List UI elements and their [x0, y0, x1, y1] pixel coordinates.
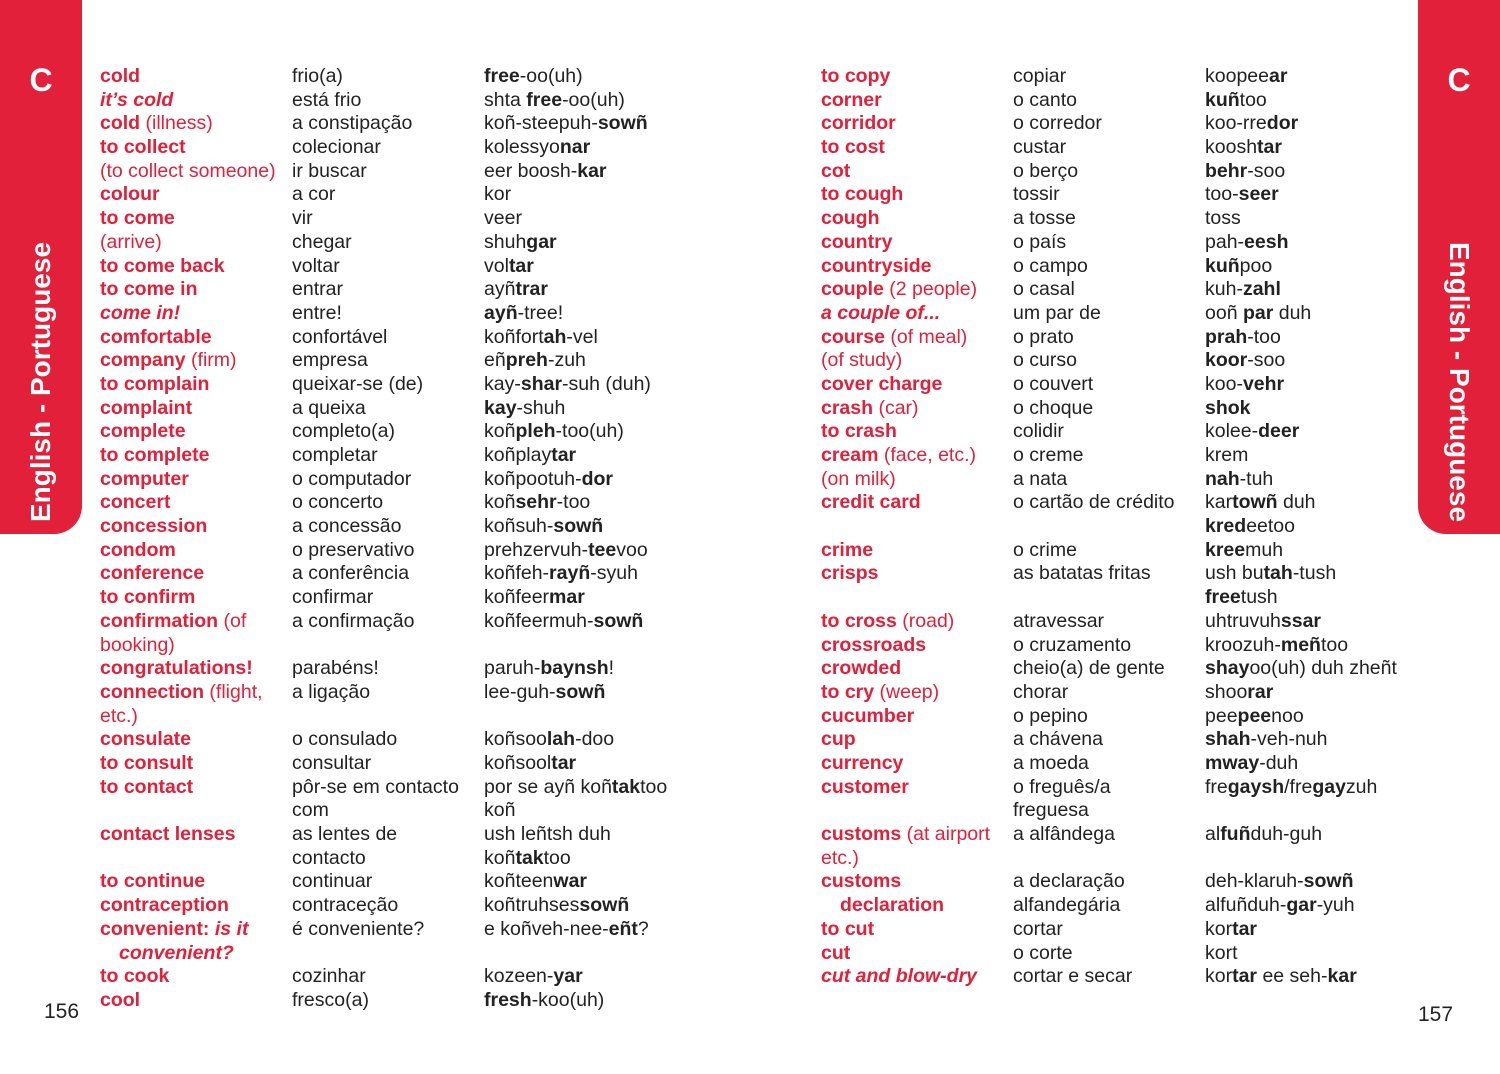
pronunciation: prehzervuh-teevoo: [484, 538, 648, 561]
pronunciation: koñsooltar: [484, 751, 577, 774]
english-term: couple (2 people): [821, 278, 978, 301]
english-term: comfortable: [100, 325, 212, 348]
pronunciation: kooshtar: [1205, 136, 1282, 159]
pronunciation: kuñpoo: [1205, 254, 1273, 277]
portuguese-term: as lentes de contacto: [292, 823, 398, 869]
english-term: to complain: [100, 372, 210, 395]
english-term: to contact: [100, 775, 194, 798]
english-term: to collect: [100, 136, 186, 159]
pronunciation: ush leñtsh duh koñtaktoo: [484, 823, 611, 869]
portuguese-term: o preservativo: [292, 538, 415, 561]
english-term: to consult: [100, 751, 194, 774]
portuguese-term: o crime: [1013, 538, 1077, 561]
english-term: to cry (weep): [821, 680, 940, 703]
pronunciation: kroozuh-meñtoo: [1205, 633, 1349, 656]
pronunciation: koñpootuh-dor: [484, 467, 613, 490]
portuguese-term: ir buscar: [292, 159, 367, 182]
english-term: to confirm: [100, 586, 196, 609]
pronunciation: por se ayñ koñtaktoo koñ: [484, 775, 668, 822]
english-term: credit card: [821, 491, 921, 514]
pronunciation: ayñ-tree!: [484, 301, 564, 324]
english-term: (arrive): [100, 230, 162, 253]
pronunciation: ayñtrar: [484, 278, 548, 301]
portuguese-term: o couvert: [1013, 372, 1094, 395]
english-term: contraception: [100, 894, 229, 917]
portuguese-term: contraceção: [292, 894, 399, 917]
english-term: currency: [821, 751, 904, 774]
portuguese-term: a concessão: [292, 515, 402, 538]
portuguese-term: o curso: [1013, 349, 1077, 372]
english-term: cover charge: [821, 372, 943, 395]
english-term: it’s cold: [100, 88, 174, 111]
page-number-right: 157: [1418, 1003, 1454, 1026]
portuguese-term: o computador: [292, 467, 412, 490]
pronunciation: paruh-baynsh!: [484, 657, 615, 680]
english-term: connection (flight, etc.): [100, 680, 263, 727]
portuguese-term: o cruzamento: [1013, 633, 1132, 656]
portuguese-term: chorar: [1013, 680, 1069, 703]
english-term: crowded: [821, 657, 902, 680]
english-term: cough: [821, 207, 880, 230]
pronunciation: kay-shuh: [484, 396, 566, 419]
portuguese-term: completar: [292, 444, 378, 466]
pronunciation: veer: [484, 207, 522, 230]
portuguese-term: a alfândega: [1013, 823, 1115, 846]
portuguese-term: empresa: [292, 349, 368, 372]
pronunciation: voltar: [484, 254, 534, 277]
pronunciation: fregaysh/fregayzuh: [1205, 775, 1378, 798]
english-term: complaint: [100, 396, 193, 419]
portuguese-term: colecionar: [292, 136, 381, 159]
portuguese-term: as batatas fritas: [1013, 562, 1151, 585]
page-number-left: 156: [44, 1000, 80, 1023]
portuguese-term: o pepino: [1013, 704, 1088, 727]
pronunciation: koñsoolah-doo: [484, 728, 615, 751]
pronunciation: e koñveh-nee-eñt?: [484, 917, 649, 940]
pronunciation: kortar ee seh-kar: [1205, 965, 1357, 988]
pronunciation: mway-duh: [1205, 751, 1299, 774]
pronunciation: uhtruvuhssar: [1205, 609, 1322, 632]
english-term: to complete: [100, 444, 210, 466]
portuguese-term: a conferência: [292, 562, 410, 585]
pronunciation: ush butah-tush freetush: [1205, 562, 1337, 609]
english-term: countryside: [821, 254, 932, 277]
portuguese-term: vir: [292, 207, 313, 230]
pronunciation: shoorar: [1205, 680, 1274, 703]
english-term: customer: [821, 775, 909, 798]
portuguese-term: a confirmação: [292, 609, 415, 632]
english-term: to continue: [100, 870, 206, 893]
section-label: English - Portuguese: [25, 241, 56, 523]
pronunciation: ooñ par duh: [1205, 301, 1312, 324]
english-term: crime: [821, 538, 874, 561]
portuguese-term: queixar-se (de): [292, 372, 424, 395]
english-term: contact lenses: [100, 823, 236, 846]
english-term: course (of meal): [821, 325, 968, 348]
portuguese-term: o concerto: [292, 491, 384, 514]
portuguese-term: a declaração alfandegária: [1013, 870, 1125, 917]
english-term: cream (face, etc.): [821, 444, 976, 466]
portuguese-term: cortar: [1013, 917, 1063, 940]
portuguese-term: o país: [1013, 230, 1067, 253]
pronunciation: koo-rredor: [1205, 112, 1299, 135]
english-term: cool: [100, 988, 141, 1011]
pronunciation: koñ-steepuh-sowñ: [484, 112, 648, 135]
pronunciation: shok: [1205, 396, 1251, 419]
portuguese-term: a ligação: [292, 680, 371, 703]
portuguese-term: o creme: [1013, 444, 1084, 466]
english-term: convenient: is it convenient?: [100, 917, 249, 964]
portuguese-term: o cartão de crédito: [1013, 491, 1175, 514]
portuguese-term: confirmar: [292, 586, 374, 609]
portuguese-term: o campo: [1013, 254, 1088, 277]
english-term: crisps: [821, 562, 879, 585]
english-term: conference: [100, 562, 205, 585]
pronunciation: pah-eesh: [1205, 230, 1289, 253]
portuguese-term: confortável: [292, 325, 388, 348]
portuguese-term: parabéns!: [292, 657, 379, 680]
english-term: corridor: [821, 112, 896, 135]
portuguese-term: o corte: [1013, 941, 1073, 964]
portuguese-term: consultar: [292, 751, 372, 774]
english-term: to copy: [821, 65, 891, 87]
pronunciation: lee-guh-sowñ: [484, 680, 606, 703]
section-letter: C: [29, 62, 53, 98]
english-term: crash (car): [821, 396, 919, 419]
portuguese-term: cortar e secar: [1013, 965, 1133, 988]
portuguese-term: a queixa: [292, 396, 366, 419]
english-term: cut: [821, 941, 851, 964]
portuguese-term: o corredor: [1013, 112, 1102, 135]
portuguese-term: completo(a): [292, 420, 395, 443]
english-term: country: [821, 230, 893, 253]
section-label: English - Portuguese: [1444, 241, 1475, 523]
portuguese-term: a moeda: [1013, 751, 1089, 774]
pronunciation: alfuñduh-guh: [1205, 823, 1323, 846]
portuguese-term: o choque: [1013, 396, 1094, 419]
pronunciation: deh-klaruh-sowñ alfuñduh-gar-yuh: [1205, 870, 1355, 917]
pronunciation: shah-veh-nuh: [1205, 728, 1328, 751]
english-term: confirmation (of booking): [100, 609, 247, 656]
english-term: customs (at airport etc.): [821, 823, 991, 869]
pronunciation: koñfortah-vel: [484, 325, 598, 348]
english-term: congratulations!: [100, 657, 253, 680]
portuguese-term: custar: [1013, 136, 1067, 159]
pronunciation: too-seer: [1205, 183, 1279, 206]
pronunciation: free-oo(uh): [484, 65, 583, 87]
english-term: colour: [100, 183, 160, 206]
english-term: to cross (road): [821, 609, 955, 632]
pronunciation: koñsehr-too: [484, 491, 591, 514]
pronunciation: peepeenoo: [1205, 704, 1304, 727]
pronunciation: kolee-deer: [1205, 420, 1300, 443]
english-term: computer: [100, 467, 189, 490]
portuguese-term: um par de: [1013, 301, 1101, 324]
english-term: to cost: [821, 136, 885, 159]
portuguese-term: atravessar: [1013, 609, 1105, 632]
portuguese-term: a cor: [292, 183, 336, 206]
pronunciation: prah-too: [1205, 325, 1281, 348]
english-term: cot: [821, 159, 851, 182]
english-term: concert: [100, 491, 171, 514]
pronunciation: kuh-zahl: [1205, 278, 1281, 301]
pronunciation: koopeear: [1205, 65, 1288, 87]
portuguese-term: o freguês/a freguesa: [1013, 775, 1111, 822]
pronunciation: behr-soo: [1205, 159, 1286, 182]
english-term: to come back: [100, 254, 225, 277]
section-tab-left: [0, 0, 82, 534]
portuguese-term: a chávena: [1013, 728, 1103, 751]
english-term: corner: [821, 88, 882, 111]
english-term: customs declaration: [821, 870, 945, 917]
english-term: cold (illness): [100, 112, 213, 135]
english-term: cold: [100, 65, 141, 87]
portuguese-term: o canto: [1013, 88, 1077, 111]
pronunciation: koñsuh-sowñ: [484, 515, 604, 538]
english-term: concession: [100, 515, 208, 538]
portuguese-term: pôr-se em contacto com: [292, 775, 459, 822]
pronunciation: koo-vehr: [1205, 372, 1285, 395]
english-term: condom: [100, 538, 176, 561]
pronunciation: koñplaytar: [484, 444, 577, 466]
english-term: complete: [100, 420, 186, 443]
english-term: consulate: [100, 728, 192, 751]
portuguese-term: voltar: [292, 254, 340, 277]
pronunciation: toss: [1205, 207, 1241, 230]
english-term: come in!: [100, 301, 181, 324]
portuguese-term: o consulado: [292, 728, 398, 751]
portuguese-term: entre!: [292, 301, 342, 324]
pronunciation: shuhgar: [484, 230, 557, 253]
pronunciation: kor: [484, 183, 512, 206]
pronunciation: koñtruhsessowñ: [484, 894, 630, 917]
portuguese-term: a nata: [1013, 467, 1068, 490]
pronunciation: kuñtoo: [1205, 88, 1267, 111]
pronunciation: koñfeermuh-sowñ: [484, 609, 644, 632]
pronunciation: koñpleh-too(uh): [484, 420, 624, 443]
english-term: to come: [100, 207, 175, 230]
portuguese-term: tossir: [1013, 183, 1060, 206]
pronunciation: kartowñ duh kredeetoo: [1205, 491, 1316, 538]
pronunciation: nah-tuh: [1205, 467, 1274, 490]
pronunciation: koñfeh-rayñ-syuh: [484, 562, 638, 585]
english-term: to crash: [821, 420, 897, 443]
portuguese-term: fresco(a): [292, 988, 369, 1011]
pronunciation: shta free-oo(uh): [484, 88, 625, 111]
portuguese-term: copiar: [1013, 65, 1067, 87]
portuguese-term: o casal: [1013, 278, 1075, 301]
english-term: a couple of...: [821, 301, 941, 324]
english-term: to cook: [100, 965, 170, 988]
english-term: company (firm): [100, 349, 237, 372]
english-term: (to collect someone): [100, 159, 276, 182]
portuguese-term: entrar: [292, 278, 343, 301]
english-term: cucumber: [821, 704, 915, 727]
english-term: cut and blow-dry: [821, 965, 977, 988]
english-term: (of study): [821, 349, 903, 372]
portuguese-term: está frio: [292, 88, 362, 111]
pronunciation: kolessyonar: [484, 136, 591, 159]
portuguese-term: chegar: [292, 230, 352, 253]
pronunciation: kort: [1205, 941, 1238, 964]
pronunciation: fresh-koo(uh): [484, 988, 605, 1011]
portuguese-term: cozinhar: [292, 965, 366, 988]
pronunciation: kay-shar-suh (duh): [484, 372, 651, 395]
pronunciation: koor-soo: [1205, 349, 1286, 372]
portuguese-term: a constipação: [292, 112, 413, 135]
pronunciation: koñfeermar: [484, 586, 585, 609]
pronunciation: kortar: [1205, 917, 1258, 940]
portuguese-term: o berço: [1013, 159, 1079, 182]
pronunciation: kozeen-yar: [484, 965, 583, 988]
portuguese-term: é conveniente?: [292, 917, 425, 940]
pronunciation: koñteenwar: [484, 870, 588, 893]
english-term: (on milk): [821, 467, 896, 490]
english-term: crossroads: [821, 633, 927, 656]
english-term: to cough: [821, 183, 904, 206]
pronunciation: shayoo(uh) duh zheñt: [1205, 657, 1397, 680]
portuguese-term: a tosse: [1013, 207, 1076, 230]
portuguese-term: o prato: [1013, 325, 1074, 348]
english-term: to cut: [821, 917, 875, 940]
portuguese-term: frio(a): [292, 65, 343, 87]
pronunciation: eñpreh-zuh: [484, 349, 586, 372]
section-tab-right: [1418, 0, 1500, 534]
portuguese-term: continuar: [292, 870, 373, 893]
portuguese-term: cheio(a) de gente: [1013, 657, 1165, 680]
pronunciation: eer boosh-kar: [484, 159, 607, 182]
english-term: cup: [821, 728, 856, 751]
pronunciation: krem: [1205, 444, 1249, 466]
portuguese-term: colidir: [1013, 420, 1064, 443]
english-term: to come in: [100, 278, 198, 301]
pronunciation: kreemuh: [1205, 538, 1284, 561]
section-letter: C: [1447, 62, 1471, 98]
